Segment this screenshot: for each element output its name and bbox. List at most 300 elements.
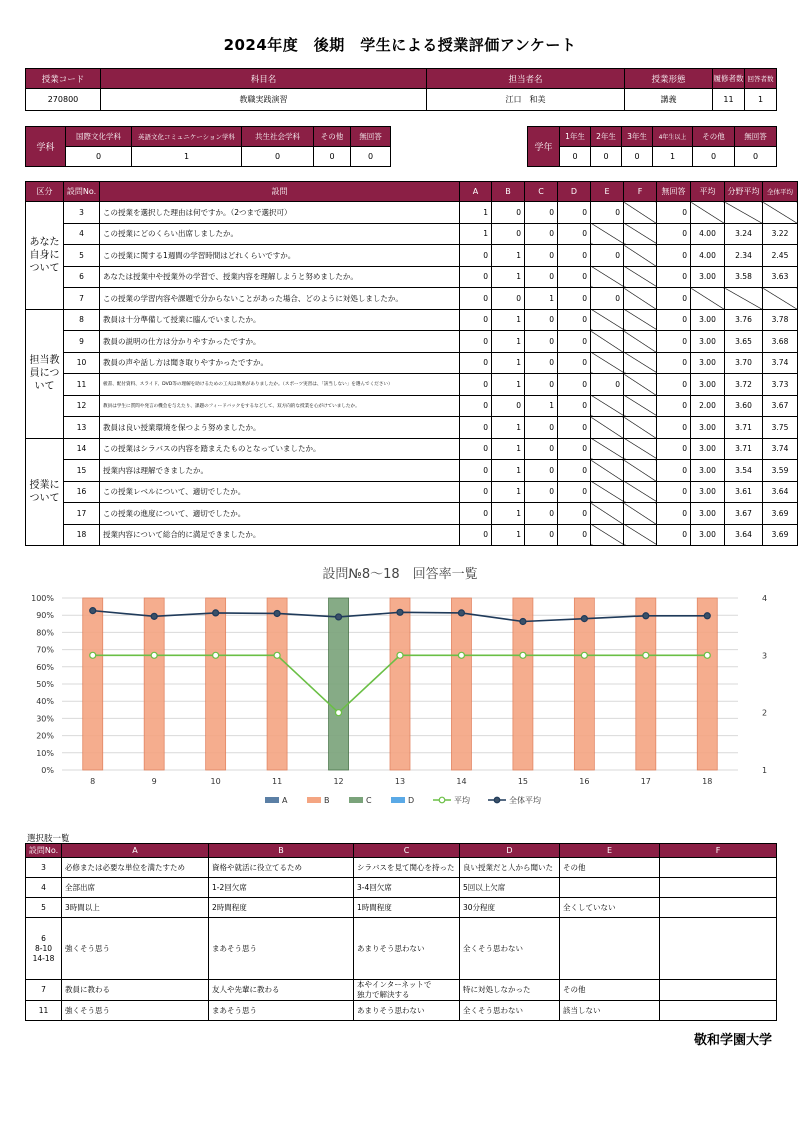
answer-field: 3.61 bbox=[725, 481, 763, 503]
answer-a: 0 bbox=[460, 309, 492, 331]
question-row bbox=[26, 245, 798, 267]
q-header: D bbox=[558, 182, 591, 202]
year-value: 0 bbox=[591, 147, 622, 167]
answer-na: 0 bbox=[657, 438, 691, 460]
legend-label: D bbox=[408, 796, 415, 805]
question-number: 13 bbox=[64, 417, 100, 439]
answer-f bbox=[624, 266, 657, 288]
answer-a: 0 bbox=[460, 417, 492, 439]
answer-e bbox=[591, 417, 624, 439]
y2-tick-label: 2 bbox=[762, 708, 768, 718]
answer-field: 3.71 bbox=[725, 438, 763, 460]
faculty-value: 0 bbox=[66, 147, 132, 167]
question-number: 6 bbox=[64, 266, 100, 288]
header-course-code: 授業コード bbox=[26, 69, 101, 89]
answer-e bbox=[591, 438, 624, 460]
x-tick-label: 18 bbox=[702, 777, 713, 786]
answer-b: 0 bbox=[492, 288, 525, 310]
choice-cell: あまりそう思わない bbox=[354, 918, 460, 980]
q-header: A bbox=[460, 182, 492, 202]
answer-avg: 3.00 bbox=[691, 481, 725, 503]
point-overall-average bbox=[213, 610, 219, 616]
question-number: 16 bbox=[64, 481, 100, 503]
answer-avg bbox=[691, 288, 725, 310]
answer-field: 3.60 bbox=[725, 395, 763, 417]
choice-question-number: 3 bbox=[26, 858, 62, 878]
question-text: この授業を選択した理由は何ですか。（2つまで選択可） bbox=[100, 202, 460, 224]
answer-f bbox=[624, 417, 657, 439]
choice-cell bbox=[660, 918, 777, 980]
answer-na: 0 bbox=[657, 309, 691, 331]
choice-cell: 1-2回欠席 bbox=[209, 878, 354, 898]
question-text: 教員は十分準備して授業に臨んでいましたか。 bbox=[100, 309, 460, 331]
choice-cell: 該当しない bbox=[560, 1001, 660, 1021]
answer-avg: 3.00 bbox=[691, 374, 725, 396]
legend-label: C bbox=[366, 796, 372, 805]
group-label: 授業について bbox=[26, 438, 64, 546]
y-tick-label: 50% bbox=[36, 680, 54, 689]
x-tick-label: 17 bbox=[640, 777, 651, 786]
y-tick-label: 90% bbox=[36, 611, 54, 621]
choice-row bbox=[26, 980, 777, 1001]
choice-cell bbox=[660, 898, 777, 918]
legend-label: A bbox=[282, 796, 288, 805]
point-overall-average bbox=[520, 619, 526, 625]
choice-cell: 教員に教わる bbox=[62, 980, 209, 1001]
choice-cell: 必修または必要な単位を満たすため bbox=[62, 858, 209, 878]
answer-a: 0 bbox=[460, 460, 492, 482]
answer-d: 0 bbox=[558, 245, 591, 267]
page-title: 2024年度 後期 学生による授業評価アンケート bbox=[223, 36, 577, 54]
question-text: この授業はシラバスの内容を踏まえたものとなっていましたか。 bbox=[100, 438, 460, 460]
answer-b: 1 bbox=[492, 438, 525, 460]
q-header: 無回答 bbox=[657, 182, 691, 202]
question-number: 3 bbox=[64, 202, 100, 224]
question-text: この授業レベルについて、適切でしたか。 bbox=[100, 481, 460, 503]
answer-a: 0 bbox=[460, 266, 492, 288]
answer-c: 0 bbox=[525, 309, 558, 331]
answer-na: 0 bbox=[657, 288, 691, 310]
answer-e bbox=[591, 266, 624, 288]
point-average bbox=[581, 652, 587, 658]
question-row bbox=[26, 438, 798, 460]
choice-cell: 良い授業だと人から聞いた bbox=[460, 858, 560, 878]
answer-d: 0 bbox=[558, 481, 591, 503]
question-row bbox=[26, 352, 798, 374]
header-enrolled: 履修者数 bbox=[713, 69, 745, 89]
answer-d: 0 bbox=[558, 524, 591, 546]
faculty-header: 英語文化コミュニケーション学科 bbox=[132, 127, 242, 147]
legend-swatch bbox=[391, 797, 405, 803]
question-text: この授業に関する1週間の学習時間はどれくらいですか。 bbox=[100, 245, 460, 267]
choice-row bbox=[26, 918, 777, 980]
year-header: その他 bbox=[693, 127, 735, 147]
choice-cell: 2時間程度 bbox=[209, 898, 354, 918]
choice-cell: シラバスを見て関心を持った bbox=[354, 858, 460, 878]
answer-f bbox=[624, 352, 657, 374]
choice-question-number: 6 8-10 14-18 bbox=[26, 918, 62, 980]
answer-d: 0 bbox=[558, 309, 591, 331]
answer-field: 2.34 bbox=[725, 245, 763, 267]
faculty-value: 0 bbox=[351, 147, 391, 167]
answer-na: 0 bbox=[657, 245, 691, 267]
answer-e bbox=[591, 331, 624, 353]
legend-swatch bbox=[349, 797, 363, 803]
choice-cell: 全くしていない bbox=[560, 898, 660, 918]
answer-f bbox=[624, 309, 657, 331]
answer-b: 1 bbox=[492, 460, 525, 482]
answer-field bbox=[725, 202, 763, 224]
answer-e: 0 bbox=[591, 288, 624, 310]
answer-a: 0 bbox=[460, 288, 492, 310]
answer-f bbox=[624, 331, 657, 353]
answer-c: 0 bbox=[525, 460, 558, 482]
group-label: あなた自身について bbox=[26, 202, 64, 310]
answer-f bbox=[624, 374, 657, 396]
choice-question-number: 5 bbox=[26, 898, 62, 918]
year-label: 学年 bbox=[528, 127, 560, 167]
answer-all: 2.45 bbox=[763, 245, 798, 267]
year-value: 0 bbox=[560, 147, 591, 167]
choices-header: 設問No. bbox=[26, 844, 62, 858]
y-tick-label: 70% bbox=[36, 645, 54, 655]
response-rate-chart bbox=[20, 560, 780, 820]
q-header: 設問No. bbox=[64, 182, 100, 202]
answer-e bbox=[591, 352, 624, 374]
x-tick-label: 9 bbox=[151, 777, 157, 786]
respondent-count: 1 bbox=[745, 89, 777, 111]
choice-cell bbox=[660, 878, 777, 898]
answer-na: 0 bbox=[657, 331, 691, 353]
answer-all: 3.73 bbox=[763, 374, 798, 396]
answer-all: 3.59 bbox=[763, 460, 798, 482]
question-number: 8 bbox=[64, 309, 100, 331]
course-info-table bbox=[25, 68, 777, 111]
group-label: 担当教員について bbox=[26, 309, 64, 438]
answer-e: 0 bbox=[591, 245, 624, 267]
faculty-value: 0 bbox=[314, 147, 351, 167]
answer-avg: 3.00 bbox=[691, 309, 725, 331]
answer-all bbox=[763, 202, 798, 224]
bar-B bbox=[636, 598, 656, 770]
answer-c: 0 bbox=[525, 374, 558, 396]
point-average bbox=[458, 652, 464, 658]
answer-field bbox=[725, 288, 763, 310]
question-number: 9 bbox=[64, 331, 100, 353]
answer-na: 0 bbox=[657, 223, 691, 245]
answer-d: 0 bbox=[558, 374, 591, 396]
answer-all: 3.74 bbox=[763, 352, 798, 374]
answer-f bbox=[624, 481, 657, 503]
choice-row bbox=[26, 1001, 777, 1021]
question-text: 教員の説明の仕方は分かりやすかったですか。 bbox=[100, 331, 460, 353]
x-tick-label: 13 bbox=[394, 777, 406, 786]
question-row bbox=[26, 460, 798, 482]
point-average bbox=[274, 652, 280, 658]
choice-cell: まあそう思う bbox=[209, 1001, 354, 1021]
question-row bbox=[26, 395, 798, 417]
faculty-label: 学科 bbox=[26, 127, 66, 167]
point-average bbox=[213, 652, 219, 658]
y2-tick-label: 1 bbox=[762, 766, 768, 775]
answer-na: 0 bbox=[657, 266, 691, 288]
faculty-header: 共生社会学科 bbox=[242, 127, 314, 147]
answer-na: 0 bbox=[657, 395, 691, 417]
answer-d: 0 bbox=[558, 352, 591, 374]
answer-f bbox=[624, 460, 657, 482]
question-text: この授業にどのくらい出席しましたか。 bbox=[100, 223, 460, 245]
choice-cell: 強くそう思う bbox=[62, 1001, 209, 1021]
answer-a: 0 bbox=[460, 374, 492, 396]
choice-cell: 3-4回欠席 bbox=[354, 878, 460, 898]
point-average bbox=[397, 652, 403, 658]
y-tick-label: 60% bbox=[36, 662, 54, 672]
question-text: 教員は良い授業環境を保つよう努めましたか。 bbox=[100, 417, 460, 439]
x-tick-label: 15 bbox=[517, 777, 529, 786]
year-header: 2年生 bbox=[591, 127, 622, 147]
answer-all: 3.75 bbox=[763, 417, 798, 439]
answer-d: 0 bbox=[558, 503, 591, 525]
answer-all: 3.64 bbox=[763, 481, 798, 503]
answer-na: 0 bbox=[657, 524, 691, 546]
point-average bbox=[151, 652, 157, 658]
instructor-name: 江口 和美 bbox=[427, 89, 625, 111]
answer-na: 0 bbox=[657, 374, 691, 396]
answer-b: 0 bbox=[492, 395, 525, 417]
bar-B bbox=[144, 598, 164, 770]
q-header: B bbox=[492, 182, 525, 202]
x-tick-label: 11 bbox=[271, 777, 283, 786]
year-value: 0 bbox=[735, 147, 777, 167]
answer-avg: 3.00 bbox=[691, 460, 725, 482]
question-number: 11 bbox=[64, 374, 100, 396]
answer-na: 0 bbox=[657, 417, 691, 439]
answer-avg: 3.00 bbox=[691, 503, 725, 525]
choice-row bbox=[26, 858, 777, 878]
question-row bbox=[26, 309, 798, 331]
choice-cell bbox=[560, 878, 660, 898]
answer-field: 3.70 bbox=[725, 352, 763, 374]
y-tick-label: 80% bbox=[36, 628, 54, 638]
point-overall-average bbox=[581, 616, 587, 622]
bar-B bbox=[390, 598, 410, 770]
year-header: 無回答 bbox=[735, 127, 777, 147]
answer-f bbox=[624, 288, 657, 310]
answer-e bbox=[591, 524, 624, 546]
answer-e bbox=[591, 309, 624, 331]
answer-c: 0 bbox=[525, 352, 558, 374]
university-name: 敬和学園大学 bbox=[693, 1033, 772, 1048]
faculty-header: その他 bbox=[314, 127, 351, 147]
answer-c: 0 bbox=[525, 503, 558, 525]
y-tick-label: 100% bbox=[31, 594, 54, 603]
answer-a: 0 bbox=[460, 245, 492, 267]
answer-avg: 3.00 bbox=[691, 331, 725, 353]
answer-c: 0 bbox=[525, 331, 558, 353]
x-tick-label: 10 bbox=[210, 777, 221, 786]
faculty-header: 国際文化学科 bbox=[66, 127, 132, 147]
q-header: C bbox=[525, 182, 558, 202]
point-average bbox=[90, 652, 96, 658]
point-average bbox=[704, 652, 710, 658]
answer-field: 3.76 bbox=[725, 309, 763, 331]
answer-f bbox=[624, 503, 657, 525]
year-header: 3年生 bbox=[622, 127, 653, 147]
legend-swatch bbox=[265, 797, 279, 803]
choice-cell: 5回以上欠席 bbox=[460, 878, 560, 898]
answer-a: 1 bbox=[460, 223, 492, 245]
header-respondents: 回答者数 bbox=[745, 69, 777, 89]
answer-d: 0 bbox=[558, 331, 591, 353]
answer-b: 1 bbox=[492, 352, 525, 374]
answer-b: 1 bbox=[492, 309, 525, 331]
y-tick-label: 30% bbox=[36, 714, 54, 724]
answer-avg: 3.00 bbox=[691, 438, 725, 460]
question-row bbox=[26, 481, 798, 503]
choices-header: E bbox=[560, 844, 660, 858]
point-overall-average bbox=[458, 610, 464, 616]
answer-avg: 4.00 bbox=[691, 245, 725, 267]
answer-all: 3.69 bbox=[763, 524, 798, 546]
answer-f bbox=[624, 202, 657, 224]
answer-field: 3.71 bbox=[725, 417, 763, 439]
year-value: 0 bbox=[693, 147, 735, 167]
answer-na: 0 bbox=[657, 503, 691, 525]
question-row bbox=[26, 223, 798, 245]
answer-c: 0 bbox=[525, 266, 558, 288]
answer-b: 1 bbox=[492, 417, 525, 439]
answer-avg: 3.00 bbox=[691, 524, 725, 546]
faculty-table bbox=[25, 126, 391, 167]
choice-cell: まあそう思う bbox=[209, 918, 354, 980]
x-tick-label: 12 bbox=[333, 777, 344, 786]
faculty-value: 1 bbox=[132, 147, 242, 167]
choice-cell: 全くそう思わない bbox=[460, 1001, 560, 1021]
choice-cell: 全くそう思わない bbox=[460, 918, 560, 980]
choice-cell: 全部出席 bbox=[62, 878, 209, 898]
choices-header: B bbox=[209, 844, 354, 858]
answer-na: 0 bbox=[657, 481, 691, 503]
question-number: 17 bbox=[64, 503, 100, 525]
question-row bbox=[26, 503, 798, 525]
q-header: 分野平均 bbox=[725, 182, 763, 202]
choice-cell: その他 bbox=[560, 980, 660, 1001]
question-number: 5 bbox=[64, 245, 100, 267]
choice-question-number: 7 bbox=[26, 980, 62, 1001]
point-overall-average bbox=[151, 613, 157, 619]
answer-b: 1 bbox=[492, 374, 525, 396]
bar-B bbox=[83, 598, 103, 770]
questions-table bbox=[25, 181, 798, 546]
answer-d: 0 bbox=[558, 288, 591, 310]
answer-d: 0 bbox=[558, 202, 591, 224]
answer-d: 0 bbox=[558, 223, 591, 245]
choice-cell: 友人や先輩に教わる bbox=[209, 980, 354, 1001]
q-header: E bbox=[591, 182, 624, 202]
answer-a: 0 bbox=[460, 438, 492, 460]
answer-d: 0 bbox=[558, 438, 591, 460]
question-row bbox=[26, 331, 798, 353]
question-text: 授業内容は理解できましたか。 bbox=[100, 460, 460, 482]
question-row bbox=[26, 417, 798, 439]
answer-c: 0 bbox=[525, 438, 558, 460]
answer-f bbox=[624, 395, 657, 417]
y2-tick-label: 4 bbox=[762, 594, 768, 603]
point-overall-average bbox=[397, 609, 403, 615]
answer-d: 0 bbox=[558, 460, 591, 482]
answer-c: 1 bbox=[525, 395, 558, 417]
choice-cell bbox=[660, 980, 777, 1001]
answer-c: 0 bbox=[525, 202, 558, 224]
answer-all: 3.22 bbox=[763, 223, 798, 245]
answer-f bbox=[624, 438, 657, 460]
answer-d: 0 bbox=[558, 266, 591, 288]
choices-table bbox=[25, 843, 777, 1021]
answer-a: 0 bbox=[460, 503, 492, 525]
choice-cell bbox=[560, 918, 660, 980]
chart-title: 設問№8～18 回答率一覧 bbox=[322, 567, 478, 582]
year-value: 1 bbox=[653, 147, 693, 167]
point-average bbox=[643, 652, 649, 658]
q-header: 設問 bbox=[100, 182, 460, 202]
bar-B bbox=[267, 598, 287, 770]
bar-C bbox=[329, 598, 349, 770]
answer-a: 0 bbox=[460, 331, 492, 353]
class-format: 講義 bbox=[625, 89, 713, 111]
legend-label: 平均 bbox=[454, 796, 470, 805]
choice-question-number: 11 bbox=[26, 1001, 62, 1021]
y2-tick-label: 3 bbox=[762, 651, 768, 661]
choice-cell: 1時間程度 bbox=[354, 898, 460, 918]
answer-e: 0 bbox=[591, 374, 624, 396]
x-tick-label: 14 bbox=[456, 777, 467, 786]
answer-f bbox=[624, 524, 657, 546]
answer-all: 3.68 bbox=[763, 331, 798, 353]
choices-header: A bbox=[62, 844, 209, 858]
answer-a: 0 bbox=[460, 524, 492, 546]
answer-d: 0 bbox=[558, 417, 591, 439]
choices-header: F bbox=[660, 844, 777, 858]
answer-e bbox=[591, 481, 624, 503]
q-header: 平均 bbox=[691, 182, 725, 202]
question-row bbox=[26, 374, 798, 396]
header-subject: 科目名 bbox=[101, 69, 427, 89]
answer-e bbox=[591, 503, 624, 525]
answer-na: 0 bbox=[657, 202, 691, 224]
answer-field: 3.65 bbox=[725, 331, 763, 353]
answer-field: 3.54 bbox=[725, 460, 763, 482]
bar-B bbox=[697, 598, 717, 770]
answer-b: 1 bbox=[492, 524, 525, 546]
choice-row bbox=[26, 898, 777, 918]
question-number: 7 bbox=[64, 288, 100, 310]
choice-cell: 特に対処しなかった bbox=[460, 980, 560, 1001]
choice-cell: 30分程度 bbox=[460, 898, 560, 918]
question-number: 10 bbox=[64, 352, 100, 374]
answer-b: 1 bbox=[492, 331, 525, 353]
question-row bbox=[26, 202, 798, 224]
choice-cell: 本やインターネットで 独力で解決する bbox=[354, 980, 460, 1001]
answer-field: 3.67 bbox=[725, 503, 763, 525]
faculty-header: 無回答 bbox=[351, 127, 391, 147]
answer-f bbox=[624, 245, 657, 267]
y-tick-label: 20% bbox=[36, 731, 54, 741]
enrolled-count: 11 bbox=[713, 89, 745, 111]
y-tick-label: 40% bbox=[36, 697, 54, 707]
answer-all: 3.67 bbox=[763, 395, 798, 417]
question-number: 14 bbox=[64, 438, 100, 460]
answer-avg: 4.00 bbox=[691, 223, 725, 245]
